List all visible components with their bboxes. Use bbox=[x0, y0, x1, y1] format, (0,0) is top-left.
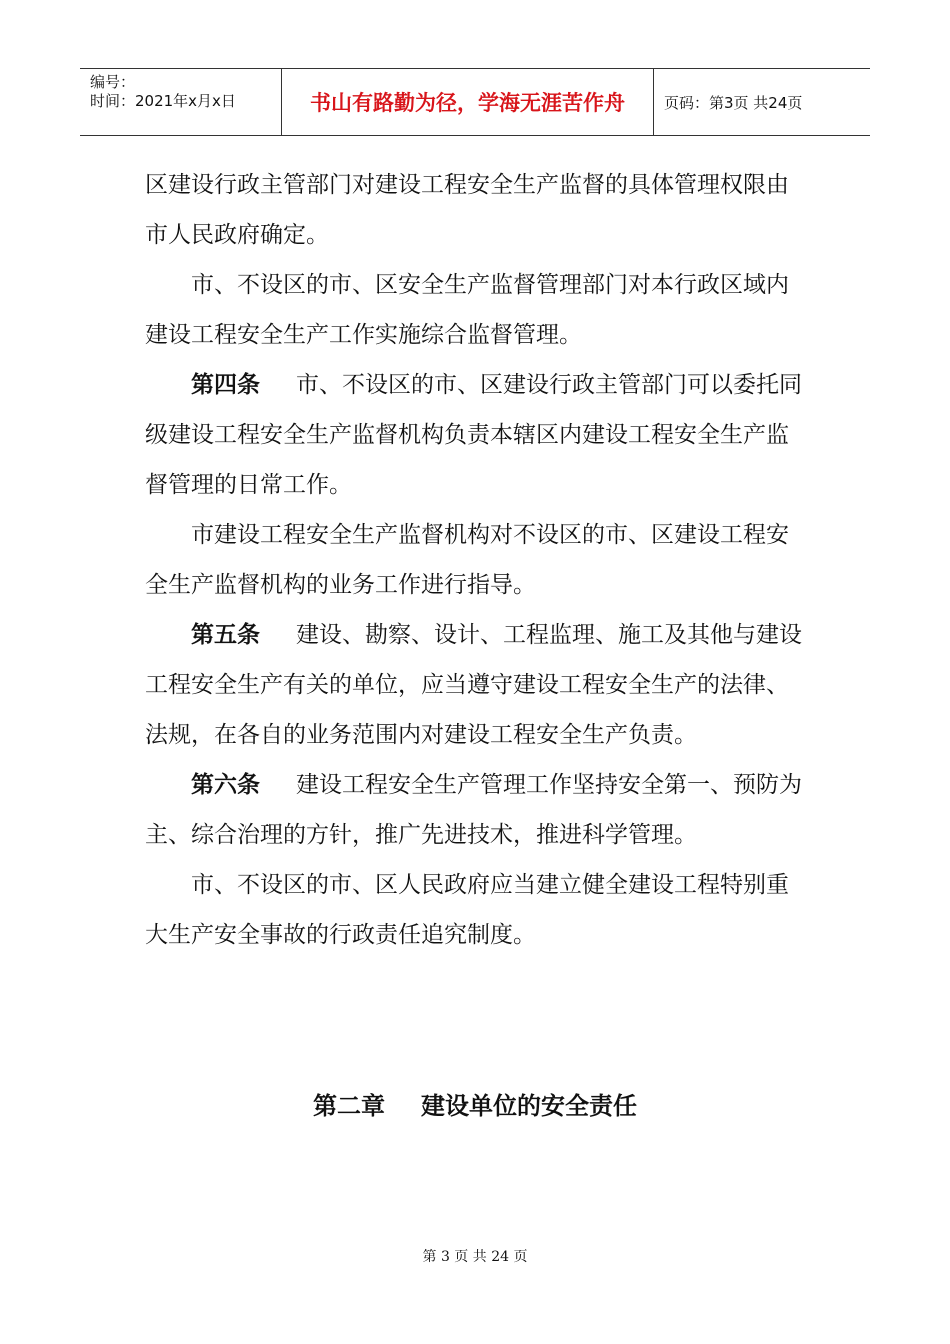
article-paragraph bbox=[145, 360, 805, 510]
header-page-info: 页码：第3页 共24页 bbox=[664, 93, 803, 112]
article-text: 建设、勘察、设计、工程监理、施工及其他与建设工程安全生产有关的单位，应当遵守建设工程安全生产的法律、法规，在各自的业务范围内对建设工程安全生产负责。 bbox=[145, 622, 802, 748]
paragraph: 市建设工程安全生产监督机构对不设区的市、区建设工程安全生产监督机构的业务工作进行指导。 bbox=[145, 522, 789, 598]
header-motto: 书山有路勤为径，学海无涯苦作舟 bbox=[282, 69, 654, 135]
article-text: 建设工程安全生产管理工作坚持安全第一、预防为主、综合治理的方针，推广先进技术，推进科学管理。 bbox=[145, 772, 802, 848]
chapter-number: 第二章 bbox=[313, 1092, 385, 1120]
document-time-label: 时间：2021年x月x日 bbox=[90, 92, 236, 110]
chapter-title: 建设单位的安全责任 bbox=[421, 1092, 637, 1120]
article-paragraph bbox=[145, 760, 805, 860]
article-title: 第四条 bbox=[191, 372, 260, 398]
article-title: 第五条 bbox=[191, 622, 260, 648]
article-paragraph bbox=[145, 610, 805, 760]
document-body bbox=[145, 160, 805, 960]
page-footer: 第 3 页 共 24 页 bbox=[422, 1249, 528, 1265]
article-title: 第六条 bbox=[191, 772, 260, 798]
paragraph: 市、不设区的市、区人民政府应当建立健全建设工程特别重大生产安全事故的行政责任追究制度。 bbox=[145, 872, 789, 948]
header-meta bbox=[80, 69, 282, 135]
document-number-label: 编号： bbox=[90, 73, 136, 91]
article-text: 市、不设区的市、区建设行政主管部门可以委托同级建设工程安全生产监督机构负责本辖区内建设工程安全生产监督管理的日常工作。 bbox=[145, 372, 802, 498]
page-header bbox=[80, 68, 870, 136]
chapter-heading bbox=[0, 1086, 950, 1121]
paragraph: 区建设行政主管部门对建设工程安全生产监督的具体管理权限由市人民政府确定。 bbox=[145, 172, 789, 248]
paragraph: 市、不设区的市、区安全生产监督管理部门对本行政区域内建设工程安全生产工作实施综合监督管理。 bbox=[145, 272, 789, 348]
